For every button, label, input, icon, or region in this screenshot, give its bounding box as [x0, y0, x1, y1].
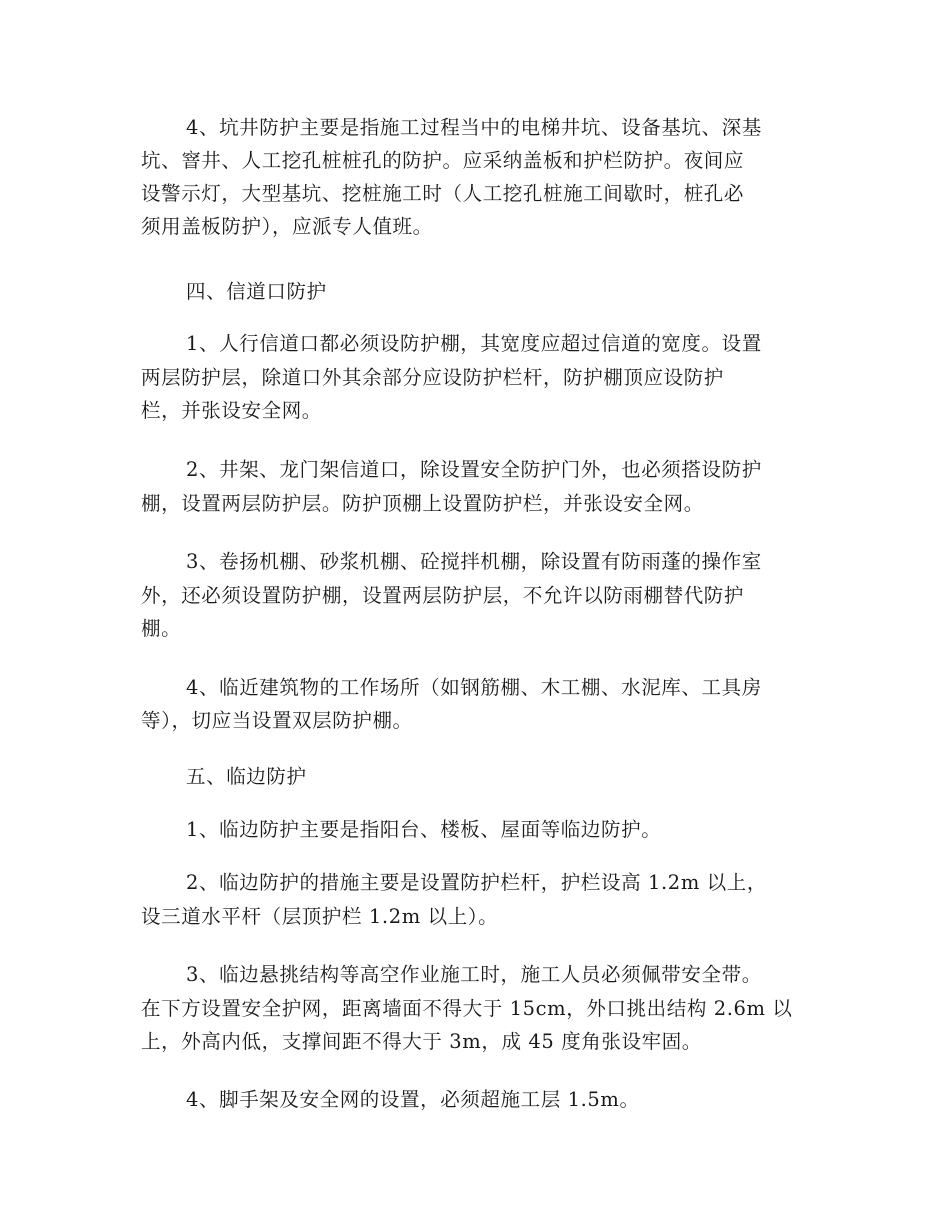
- section-heading-passage-protection: 四、信道口防护: [186, 280, 327, 303]
- text-line: 外，还必须设置防护棚，设置两层防护层，不允许以防雨棚替代防护: [141, 584, 745, 607]
- section-heading-edge-protection: 五、临边防护: [186, 765, 307, 788]
- text-line: 3、临边悬挑结构等高空作业施工时，施工人员必须佩带安全带。: [186, 963, 762, 986]
- text-line: 2、临边防护的措施主要是设置防护栏杆，护栏设高 1.2m 以上，: [186, 871, 768, 894]
- text-line: 1、人行信道口都必须设防护棚，其宽度应超过信道的宽度。设置: [186, 332, 762, 355]
- text-line: 上，外高内低，支撑间距不得大于 3m，成 45 度角张设牢固。: [141, 1030, 702, 1053]
- text-line: 棚，设置两层防护层。防护顶棚上设置防护栏，并张设安全网。: [141, 492, 704, 515]
- text-line: 2、井架、龙门架信道口，除设置安全防护门外，也必须搭设防护: [186, 458, 762, 481]
- text-line: 1、临边防护主要是指阳台、楼板、屋面等临边防护。: [186, 818, 662, 841]
- text-line: 两层防护层，除道口外其余部分应设防护栏杆，防护棚顶应设防护: [141, 366, 724, 389]
- text-line: 等），切应当设置双层防护棚。: [141, 709, 413, 732]
- text-line: 在下方设置安全护网，距离墙面不得大于 15cm，外口挑出结构 2.6m 以: [141, 997, 793, 1020]
- text-line: 3、卷扬机棚、砂浆机棚、砼搅拌机棚，除设置有防雨蓬的操作室: [186, 550, 762, 573]
- text-line: 4、坑井防护主要是指施工过程当中的电梯井坑、设备基坑、深基: [186, 116, 762, 139]
- text-line: 设警示灯，大型基坑、挖桩施工时（人工挖孔桩施工间歇时，桩孔必: [141, 182, 745, 205]
- text-line: 须用盖板防护），应派专人值班。: [141, 215, 433, 238]
- text-line: 栏，并张设安全网。: [141, 399, 322, 422]
- text-line: 4、脚手架及安全网的设置，必须超施工层 1.5m。: [186, 1088, 640, 1111]
- text-line: 4、临近建筑物的工作场所（如钢筋棚、木工棚、水泥库、工具房: [186, 676, 762, 699]
- text-line: 棚。: [141, 617, 182, 640]
- text-line: 设三道水平杆（层顶护栏 1.2m 以上）。: [141, 905, 499, 928]
- text-line: 坑、窨井、人工挖孔桩桩孔的防护。应采纳盖板和护栏防护。夜间应: [141, 149, 745, 172]
